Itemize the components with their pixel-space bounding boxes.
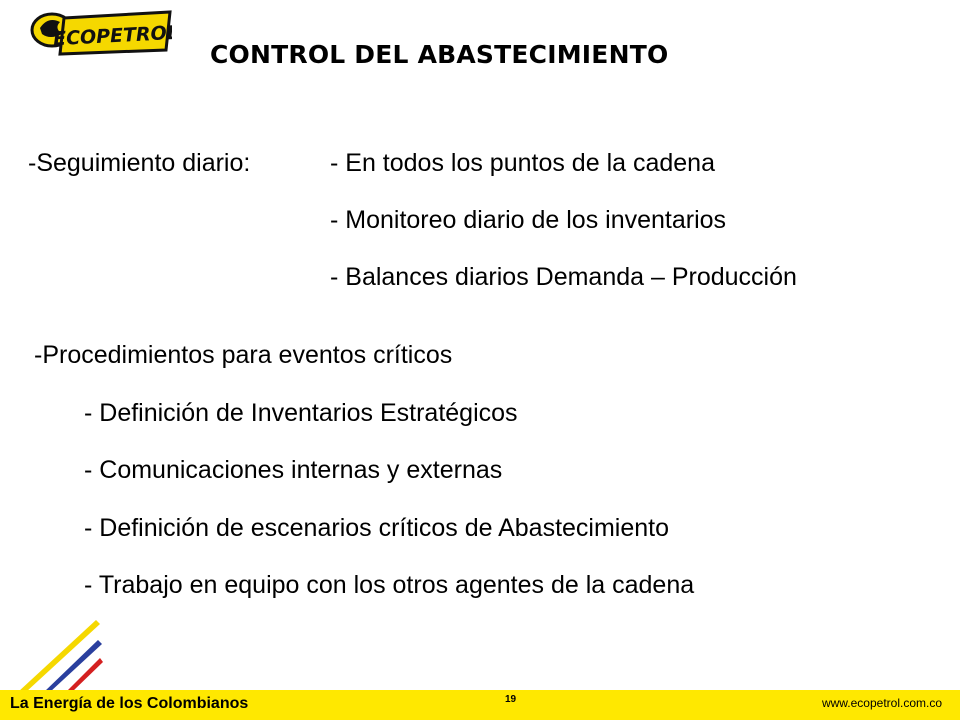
logo-text: ECOPETROL (52, 21, 172, 51)
section2-item-1: - Definición de Inventarios Estratégicos (84, 399, 518, 427)
section1-item-3: - Balances diarios Demanda – Producción (330, 263, 797, 291)
page-number: 19 (505, 694, 517, 705)
section2-item-3: - Definición de escenarios críticos de Abastecimiento (84, 514, 670, 542)
page-title: CONTROL DEL ABASTECIMIENTO (210, 40, 669, 69)
footer-slogan: La Energía de los Colombianos (10, 695, 249, 712)
section2-label: -Procedimientos para eventos críticos (34, 341, 453, 369)
footer-url[interactable]: www.ecopetrol.com.co (821, 696, 942, 710)
section1-item-2: - Monitoreo diario de los inventarios (330, 206, 727, 234)
ecopetrol-logo (30, 6, 172, 58)
section2-item-2: - Comunicaciones internas y externas (84, 456, 503, 484)
section1-label: -Seguimiento diario: (28, 149, 251, 177)
section1-item-1: - En todos los puntos de la cadena (330, 149, 715, 177)
section2-item-4: - Trabajo en equipo con los otros agentes de la cadena (84, 571, 695, 599)
colombia-flag-swoosh-icon (14, 618, 104, 694)
